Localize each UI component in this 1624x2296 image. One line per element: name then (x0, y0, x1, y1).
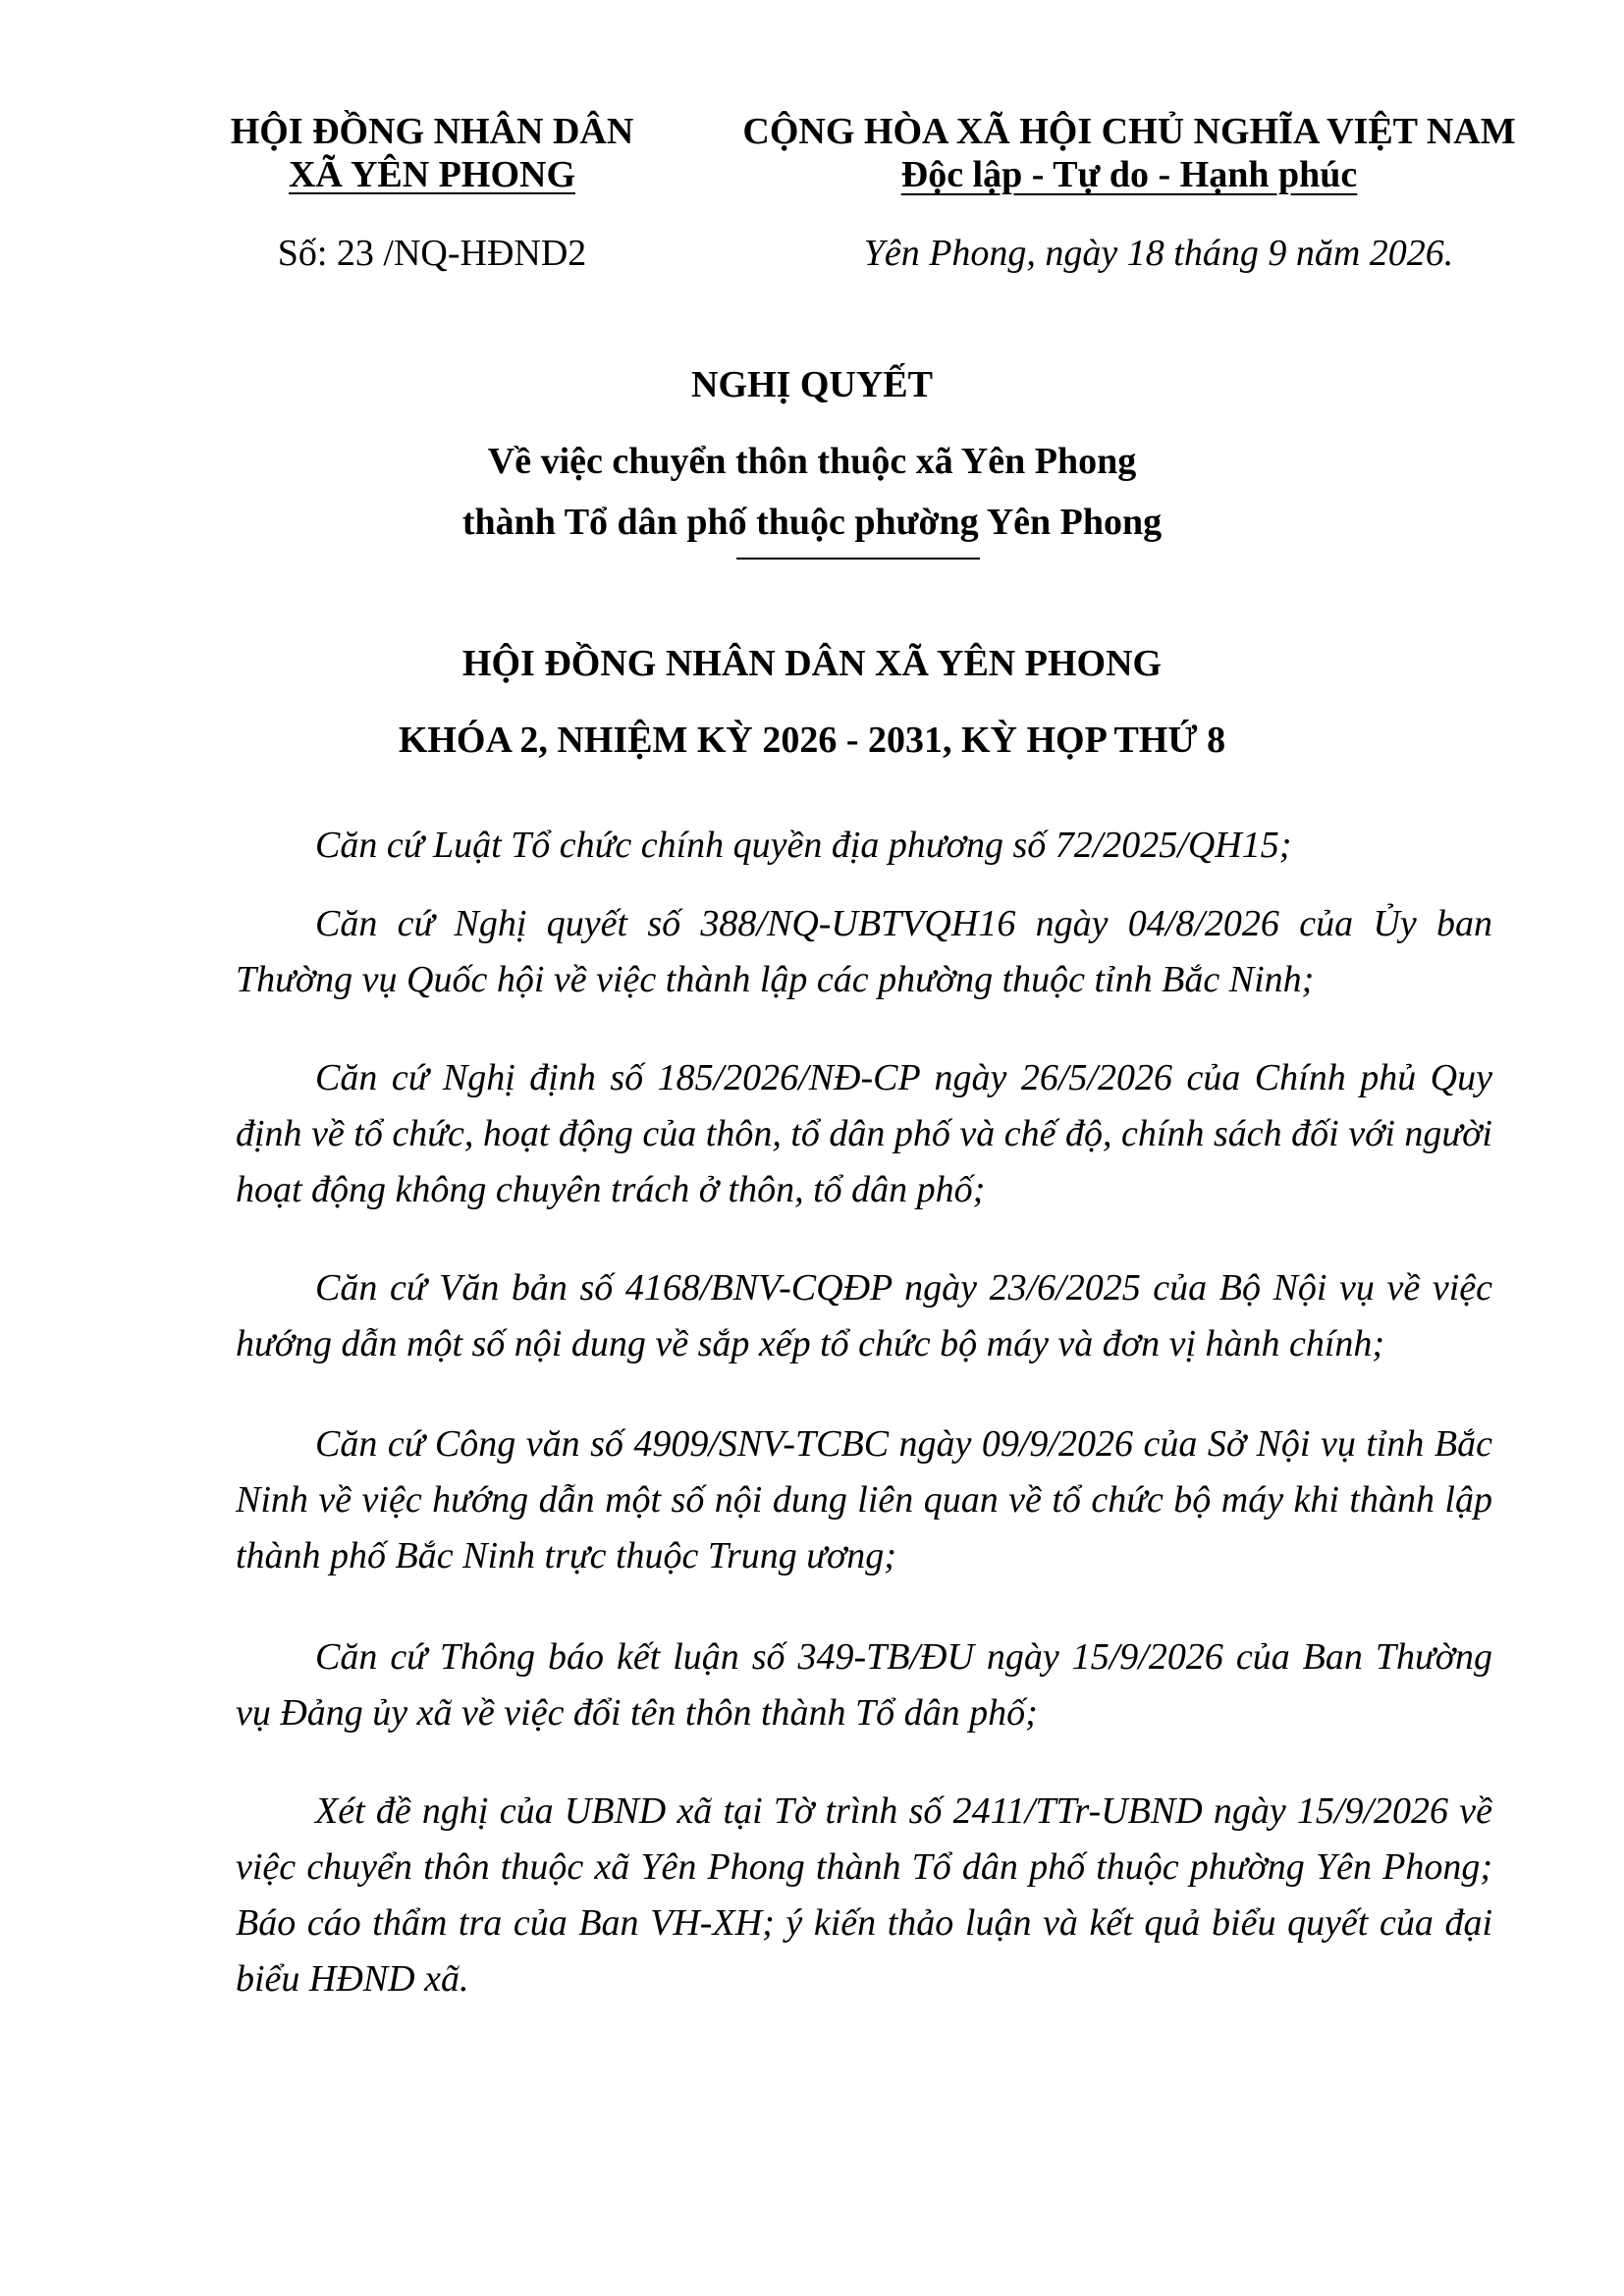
issuer-line-1: HỘI ĐỒNG NHÂN DÂN XÃ YÊN PHONG (461, 643, 1163, 684)
commune-name: XÃ YÊN PHONG (288, 154, 576, 195)
subject-line-1: Về việc chuyển thôn thuộc xã Yên Phong (487, 441, 1137, 482)
issuing-authority (211, 110, 653, 196)
national-header (707, 110, 1551, 196)
legal-basis: Căn cứ Luật Tổ chức chính quyền địa phương số 72/2025/QH15; (315, 825, 1292, 866)
document-number: Số: 23 /NQ-HĐND2 (277, 233, 587, 274)
country-name: CỘNG HÒA XÃ HỘI CHỦ NGHĨA VIỆT NAM (742, 111, 1516, 152)
subject-line-2: thành Tổ dân phố thuộc phường Yên Phong (461, 502, 1163, 543)
legal-basis: Căn cứ Thông báo kết luận số 349-TB/ĐU ngày 15/9/2026 của Ban Thường vụ Đảng ủy xã về việc đổi tên thôn thành Tổ dân phố; (236, 1636, 1492, 1734)
council-name: HỘI ĐỒNG NHÂN DÂN (230, 111, 634, 152)
title-divider (736, 558, 980, 560)
legal-basis: Căn cứ Công văn số 4909/SNV-TCBC ngày 09/9/2026 của Sở Nội vụ tỉnh Bắc Ninh về việc hướng dẫn một số nội dung liên quan về tổ chức bộ máy khi thành lập thành phố Bắc Ninh trực thuộc Trung ương; (236, 1423, 1492, 1576)
document-type: NGHỊ QUYẾT (691, 364, 933, 405)
proposal-consideration: Xét đề nghị của UBND xã tại Tờ trình số 2411/TTr-UBND ngày 15/9/2026 về việc chuyển thôn thuộc xã Yên Phong thành Tổ dân phố thuộc phường Yên Phong; Báo cáo thẩm tra của Ban VH-XH; ý kiến thảo luận và kết quả biểu quyết của đại biểu HĐND xã. (236, 1790, 1492, 2000)
legal-basis: Căn cứ Văn bản số 4168/BNV-CQĐP ngày 23/6/2025 của Bộ Nội vụ về việc hướng dẫn một số nội dung về sắp xếp tổ chức bộ máy và đơn vị hành chính; (236, 1267, 1492, 1364)
issuer-line-2: KHÓA 2, NHIỆM KỲ 2026 - 2031, KỲ HỌP THỨ 8 (398, 720, 1226, 761)
national-motto: Độc lập - Tự do - Hạnh phúc (900, 154, 1358, 195)
place-and-date: Yên Phong, ngày 18 tháng 9 năm 2026. (863, 233, 1454, 274)
legal-basis: Căn cứ Nghị định số 185/2026/NĐ-CP ngày 26/5/2026 của Chính phủ Quy định về tổ chức, hoạt động của thôn, tổ dân phố và chế độ, chính sách đối với người hoạt động không chuyên trách ở thôn, tổ dân phố; (236, 1057, 1492, 1210)
legal-basis: Căn cứ Nghị quyết số 388/NQ-UBTVQH16 ngày 04/8/2026 của Ủy ban Thường vụ Quốc hội về việc thành lập các phường thuộc tỉnh Bắc Ninh; (236, 903, 1492, 1000)
